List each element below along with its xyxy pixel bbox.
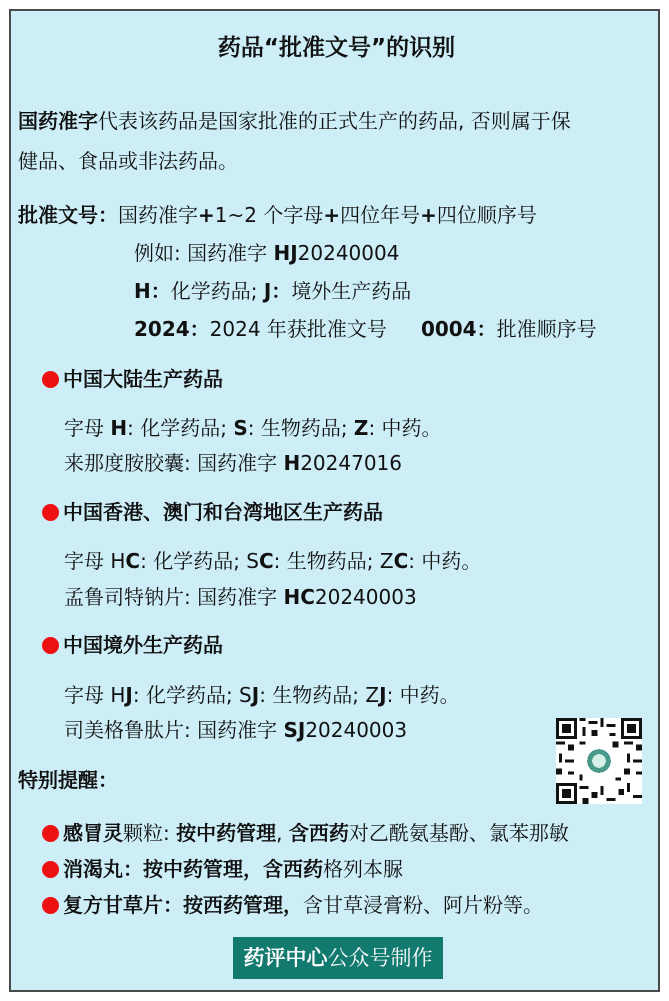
section-example-hk-macao-taiwan: 孟鲁司特钠片: 国药准字 HC20240003 xyxy=(64,585,417,609)
bullet-dot xyxy=(42,861,59,878)
reminder-item-3: 复方甘草片：按西药管理，含甘草浸膏粉、阿片粉等。 xyxy=(42,893,543,917)
section-heading-hk-macao-taiwan: 中国香港、澳门和台湾地区生产药品 xyxy=(42,500,383,524)
format-letter-meaning: H：化学药品; J：境外生产药品 xyxy=(134,279,412,303)
bullet-dot xyxy=(42,897,59,914)
intro-line-2: 健品、食品或非法药品。 xyxy=(18,149,238,173)
reminder-item-1: 感冒灵颗粒: 按中药管理, 含西药对乙酰氨基酚、氯苯那敏 xyxy=(42,821,569,845)
intro-term: 国药准字 xyxy=(18,109,98,133)
footer-credit-badge: 药评中心公众号制作 xyxy=(233,937,443,979)
section-letters-mainland: 字母 H: 化学药品; S: 生物药品; Z: 中药。 xyxy=(64,416,442,440)
qr-code-image xyxy=(556,718,642,804)
intro-text: 代表该药品是国家批准的正式生产的药品, 否则属于保 xyxy=(98,109,571,133)
bullet-dot xyxy=(42,504,59,521)
section-heading-overseas: 中国境外生产药品 xyxy=(42,633,223,657)
page-title: 药品“批准文号”的识别 xyxy=(217,35,456,61)
bullet-dot xyxy=(42,371,59,388)
section-example-overseas: 司美格鲁肽片: 国药准字 SJ20240003 xyxy=(64,718,408,742)
reminder-label: 特别提醒： xyxy=(18,768,118,792)
format-line: 批准文号：国药准字+1~2 个字母+四位年号+四位顺序号 xyxy=(18,203,537,227)
intro-line-1 xyxy=(18,109,571,133)
format-number-meaning: 2024：2024 年获批准文号 0004：批准顺序号 xyxy=(134,317,597,341)
reminder-item-2: 消渴丸：按中药管理，含西药格列本脲 xyxy=(42,857,403,881)
info-card xyxy=(9,9,660,992)
section-letters-overseas: 字母 HJ: 化学药品; SJ: 生物药品; ZJ: 中药。 xyxy=(64,683,460,707)
bullet-dot xyxy=(42,637,59,654)
format-label: 批准文号： xyxy=(18,203,118,227)
bullet-dot xyxy=(42,825,59,842)
format-example: 例如: 国药准字 HJ20240004 xyxy=(134,241,400,265)
section-letters-hk-macao-taiwan: 字母 HC: 化学药品; SC: 生物药品; ZC: 中药。 xyxy=(64,549,482,573)
section-example-mainland: 来那度胺胶囊: 国药准字 H20247016 xyxy=(64,451,402,475)
section-heading-mainland: 中国大陆生产药品 xyxy=(42,367,223,391)
